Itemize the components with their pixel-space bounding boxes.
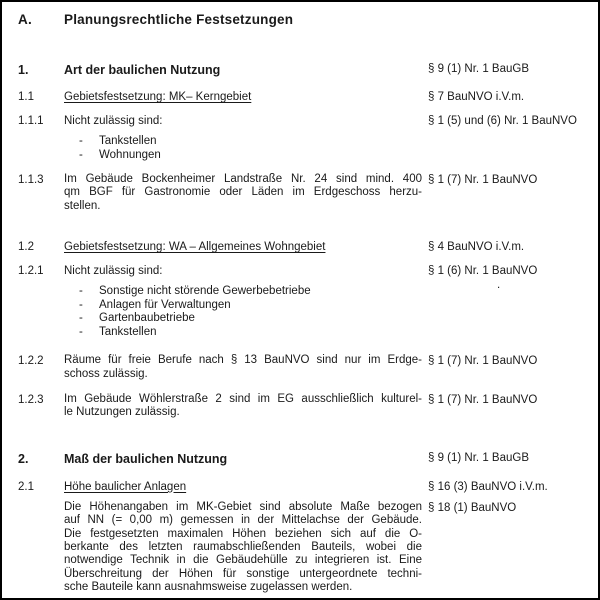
clause-number: 1.1.3 (18, 174, 44, 186)
clause-number: A. (18, 12, 32, 27)
clause-text-line: berkante des letzten raumabschließenden Bauteils, wobei die (64, 541, 422, 554)
clause-row-1-1-3 (18, 173, 594, 213)
bullet-item (64, 285, 422, 299)
legal-reference: § 1 (7) Nr. 1 BauNVO (428, 394, 538, 407)
clause-text-line: Überschreitung der Höhen für sonstige untergeordnete techni- (64, 567, 422, 580)
clause-row-1-1 (18, 90, 594, 104)
bullet-item (64, 312, 422, 326)
legal-reference: § 1 (5) und (6) Nr. 1 BauNVO (428, 115, 577, 127)
clause-text: Nicht zulässig sind: (64, 115, 163, 127)
bullet-text: Tankstellen (99, 135, 157, 147)
legal-reference (422, 480, 594, 515)
bullet-text: Anlagen für Verwaltungen (99, 298, 231, 311)
clause-row-1 (18, 62, 594, 78)
clause-text-line: Räume für freie Berufe nach § 13 BauNVO sind nur im Erdge- (64, 354, 422, 367)
clause-number: 1.1 (18, 91, 34, 103)
bullet-dash: - (79, 285, 83, 298)
clause-text-line: Die Höhenangaben im MK-Gebiet sind absolute Maße bezogen (64, 500, 422, 513)
clause-paragraph (64, 501, 422, 595)
clause-row-1-1-1 (18, 114, 594, 162)
stray-dot: . (497, 279, 501, 292)
clause-text-line: Im Gebäude Bockenheimer Landstraße Nr. 24 sind mind. 400 (64, 173, 422, 185)
clause-number: 1. (18, 63, 29, 77)
clause-row-1-2-1 (18, 264, 594, 339)
clause-text: Nicht zulässig sind: (64, 265, 163, 278)
clause-text-line: stellen. (64, 199, 101, 212)
clause-row-a (18, 12, 594, 28)
legal-reference: § 4 BauNVO i.V.m. (428, 241, 525, 254)
clause-text-line: schoss zulässig. (64, 367, 148, 380)
bullet-text: Wohnungen (99, 148, 161, 161)
section-title: Art der baulichen Nutzung (64, 63, 221, 77)
bullet-dash: - (79, 298, 83, 311)
clause-row-2-1 (18, 480, 594, 595)
clause-row-1-2-3 (18, 393, 594, 420)
clause-text-line: le Nutzungen zulässig. (64, 406, 180, 419)
clause-number: 2.1 (18, 480, 34, 493)
section-title: Maß der baulichen Nutzung (64, 451, 228, 466)
clause-number: 1.2.2 (18, 355, 44, 368)
legal-reference-text: § 1 (6) Nr. 1 BauNVO (428, 265, 538, 278)
clause-text-line: qm BGF für Gastronomie oder Läden im Erdgeschoss herzu- (64, 186, 422, 199)
bullet-item (64, 149, 422, 163)
clause-text-line: auf NN (= 0,00 m) gemessen in der Mittelachse der Gebäude. (64, 514, 422, 527)
clause-text-line: Die festgesetzten maximalen Höhen beziehen sich auf die O- (64, 527, 422, 540)
legal-reference: § 9 (1) Nr. 1 BauGB (428, 63, 529, 75)
bullet-dash: - (79, 148, 83, 161)
clause-list (18, 12, 594, 595)
legal-reference: § 7 BauNVO i.V.m. (428, 91, 525, 103)
clause-heading: Gebietsfestsetzung: MK– Kerngebiet (64, 91, 252, 103)
bullet-text: Sonstige nicht störende Gewerbebetriebe (99, 285, 311, 298)
bullet-dash: - (79, 312, 83, 325)
clause-number: 1.2 (18, 241, 34, 254)
legal-reference: § 1 (7) Nr. 1 BauNVO (428, 355, 538, 368)
clause-heading: Höhe baulicher Anlagen (64, 480, 187, 493)
legal-reference-secondary: § 18 (1) BauNVO (428, 501, 517, 514)
clause-row-1-2 (18, 240, 594, 254)
bullet-dash: - (79, 135, 83, 147)
legal-reference (422, 264, 594, 292)
clause-text-line: Im Gebäude Wöhlerstraße 2 sind im EG ausschließlich kulturel- (64, 393, 422, 406)
clause-row-1-2-2 (18, 354, 594, 381)
clause-row-2 (18, 451, 594, 467)
clause-number: 2. (18, 451, 29, 466)
bullet-item (64, 135, 422, 149)
bullet-list (64, 285, 422, 339)
clause-heading: Gebietsfestsetzung: WA – Allgemeines Wohngebiet (64, 241, 326, 254)
legal-reference: § 9 (1) Nr. 1 BauGB (428, 451, 529, 464)
clause-number: 1.2.3 (18, 394, 44, 407)
clause-number: 1.2.1 (18, 265, 44, 278)
bullet-text: Tankstellen (99, 325, 157, 338)
bullet-list (64, 135, 422, 162)
clause-number: 1.1.1 (18, 115, 44, 127)
legal-reference-text: § 16 (3) BauNVO i.V.m. (428, 480, 548, 493)
legal-reference: § 1 (7) Nr. 1 BauNVO (428, 174, 538, 186)
bullet-item (64, 326, 422, 340)
clause-text-line: sche Bauteile kann ausnahmsweise zugelassen werden. (64, 581, 353, 594)
bullet-dash: - (79, 325, 83, 338)
section-title: Planungsrechtliche Festsetzungen (64, 12, 294, 27)
clause-text-line: notwendige Technik in die Gebäudehülle zu integrieren ist. Eine (64, 554, 422, 567)
bullet-text: Gartenbaubetriebe (99, 312, 195, 325)
bullet-item (64, 299, 422, 313)
